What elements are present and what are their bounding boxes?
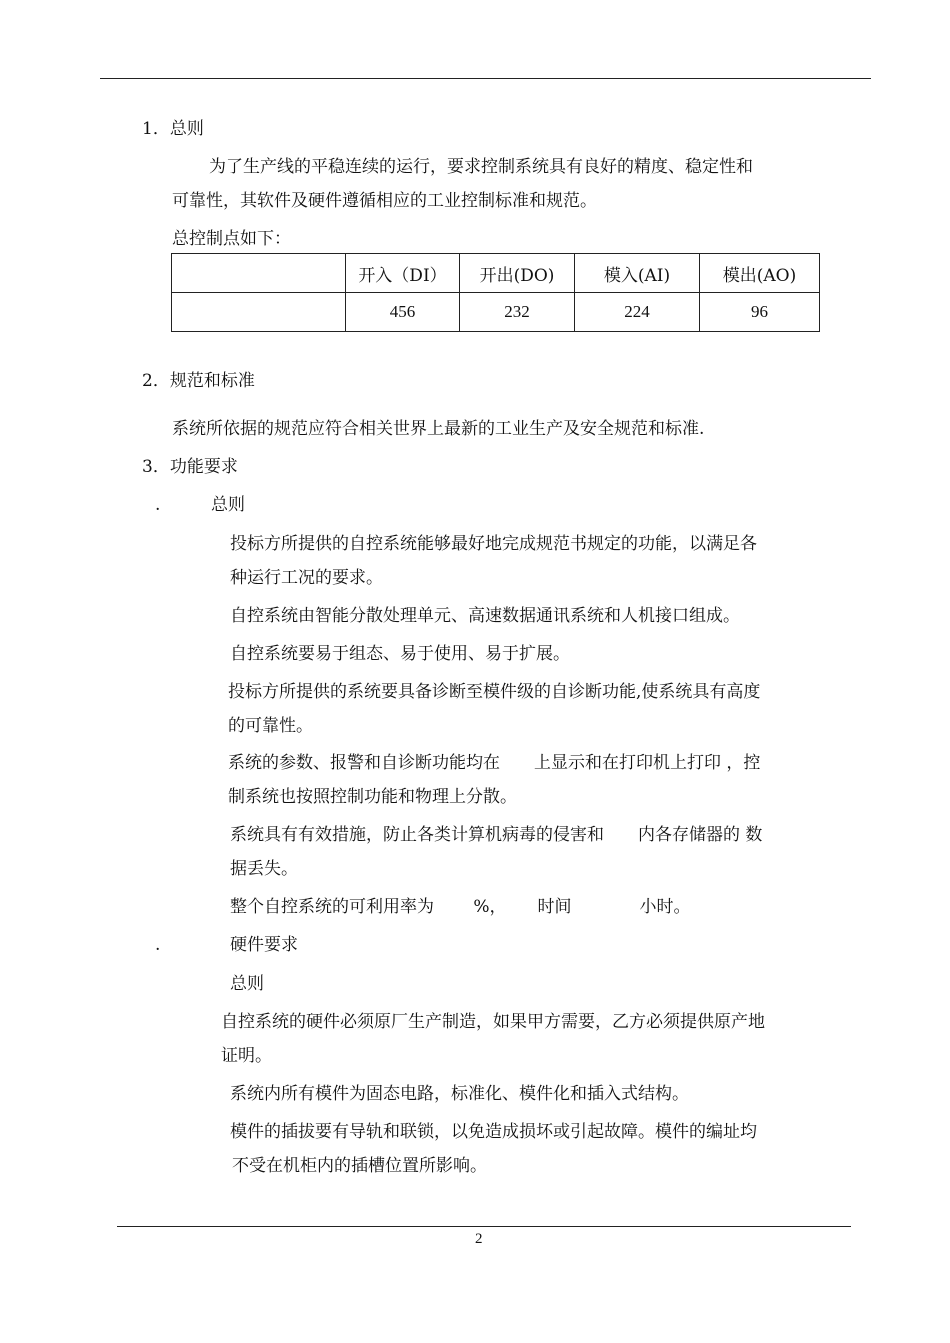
general-line-7: 系统的参数、报警和自诊断功能均在 上显示和在打印机上打印 ，控 [228,753,761,773]
control-points-table [171,253,820,332]
general-line-10: 据丢失。 [230,859,298,879]
general-line-2: 种运行工况的要求。 [230,568,383,588]
table-cell-ai: 224 [575,293,700,332]
section-2-heading: 2．规范和标准 [142,371,255,391]
table-header-cell-blank [172,254,346,293]
general-line-3: 自控系统由智能分散处理单元、高速数据通讯系统和人机接口组成。 [230,606,740,626]
footer-rule [117,1226,851,1227]
general-line-5: 投标方所提供的系统要具备诊断至模件级的自诊断功能,使系统具有高度 [228,682,761,702]
table-cell-do: 232 [460,293,575,332]
general-line-8: 制系统也按照控制功能和物理上分散。 [228,787,517,807]
section-2-paragraph: 系统所依据的规范应符合相关世界上最新的工业生产及安全规范和标准. [172,419,705,439]
hardware-general-subtitle: 总则 [230,974,264,994]
table-caption: 总控制点如下： [172,229,291,249]
general-line-1: 投标方所提供的自控系统能够最好地完成规范书规定的功能，以满足各 [230,534,757,554]
table-header-cell-do: 开出(DO) [460,254,575,293]
table-cell-di: 456 [346,293,460,332]
table-header-row [172,254,820,293]
table-header-cell-di: 开入（DI） [346,254,460,293]
subsection-bullet: . [155,935,161,955]
general-line-11: 整个自控系统的可利用率为 %， 时间 小时。 [230,897,691,917]
section-3-heading: 3．功能要求 [142,457,238,477]
subsection-general-title: 总则 [211,495,245,515]
general-line-6: 的可靠性。 [228,716,313,736]
subsection-bullet: . [155,495,161,515]
general-line-9: 系统具有有效措施，防止各类计算机病毒的侵害和 内各存储器的 数 [230,825,763,845]
general-line-4: 自控系统要易于组态、易于使用、易于扩展。 [230,644,570,664]
section-1-paragraph-line-1: 为了生产线的平稳连续的运行，要求控制系统具有良好的精度、稳定性和 [209,157,753,177]
hardware-line-2: 证明。 [221,1046,272,1066]
section-1-heading: 1．总则 [142,119,204,139]
table-cell-blank [172,293,346,332]
subsection-hardware-title: 硬件要求 [230,935,298,955]
hardware-line-1: 自控系统的硬件必须原厂生产制造，如果甲方需要，乙方必须提供原产地 [221,1012,765,1032]
table-row [172,293,820,332]
page-number: 2 [475,1231,483,1247]
table-header-cell-ai: 模入(AI) [575,254,700,293]
table-cell-ao: 96 [700,293,820,332]
section-1-paragraph-line-2: 可靠性，其软件及硬件遵循相应的工业控制标准和规范。 [172,191,597,211]
table-header-cell-ao: 模出(AO) [700,254,820,293]
hardware-line-3: 系统内所有模件为固态电路，标准化、模件化和插入式结构。 [230,1084,689,1104]
hardware-line-4: 模件的插拔要有导轨和联锁，以免造成损坏或引起故障。模件的编址均 [230,1122,757,1142]
header-rule [100,78,871,79]
hardware-line-5: 不受在机柜内的插槽位置所影响。 [232,1156,487,1176]
